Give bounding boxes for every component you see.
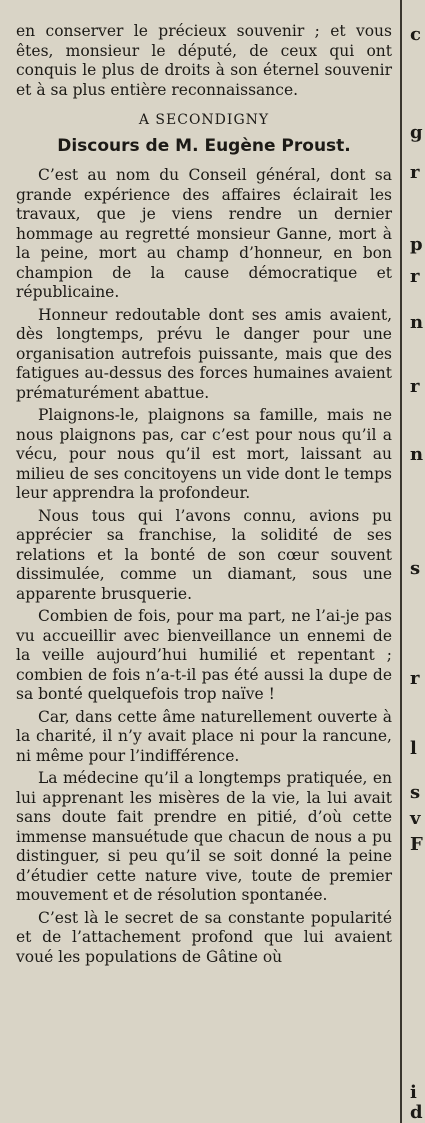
article-paragraph: Honneur redoutable dont ses amis avaient, dès longtemps, prévu le danger pour une organisation autrefois puissante, mais que des fatigues au-dessus des forces humaines avaient prématurément abattue. [16, 305, 392, 402]
article-paragraph: Combien de fois, pour ma part, ne l’ai-je pas vu accueillir avec bienveillance un ennemi de la veille aujourd’hui humilié et repentant ; combien de fois n’a-t-il pas été aussi la dupe de sa bonté quelquefois trop naïve ! [16, 607, 392, 703]
edge-letter: p [410, 234, 423, 255]
adjacent-column-fragment [402, 0, 425, 1123]
article-paragraph: C’est là le secret de sa constante popularité et de l’attachement profond que lui avaient voué les populations de Gâtine où [16, 908, 392, 966]
article-paragraph: Car, dans cette âme naturellement ouverte à la charité, il n’y avait place ni pour la rancune, ni même pour l’indifférence. [16, 707, 392, 765]
article-paragraph: La médecine qu’il a longtemps pratiquée, en lui apprenant les misères de la vie, la lui avait sans doute fait prendre en pitié, d’où cette immense mansuétude que chacun de nous a pu distinguer, si peu qu’il se soit donné la peine d’étudier cette nature vive, toute de premier mouvement et de résolution spontanée. [16, 769, 392, 904]
edge-letter: n [410, 444, 424, 465]
edge-letter: r [410, 266, 420, 287]
edge-letter: l [410, 738, 417, 759]
article-dateline: A SECONDIGNY [138, 112, 270, 128]
article-paragraph: C’est au nom du Conseil général, dont sa grande expérience des affaires éclairait les travaux, que je viens rendre un dernier hommage au regretté monsieur Ganne, mort à la peine, mort au champ d’honneur, en bon champion de la cause démocratique et républicaine. [16, 166, 392, 301]
edge-letter: g [410, 122, 423, 143]
edge-letter: i [410, 1082, 417, 1103]
edge-letter: r [410, 668, 420, 689]
article-opening-text: en conserver le précieux souvenir ; et vous êtes, monsieur le député, de ceux qui ont conquis le plus de droits à son éternel souvenir et à sa plus entière reconnaissance. [16, 22, 392, 99]
article-paragraph: Nous tous qui l’avons connu, avions pu apprécier sa franchise, la solidité de ses relations et la bonté de son cœur souvent dissimulée, comme un diamant, sous une apparente brusquerie. [16, 506, 392, 603]
edge-letter: F [410, 834, 423, 855]
edge-letter: r [410, 162, 420, 183]
edge-letter: s [410, 558, 421, 579]
edge-letter: n [410, 312, 424, 333]
edge-letter: v [410, 808, 421, 829]
article-paragraph: Plaignons-le, plaignons sa famille, mais ne nous plaignons pas, car c’est pour nous qu’il a vécu, pour nous qu’il est mort, laissant au milieu de ses concitoyens un vide dont le temps leur apprendra la profondeur. [16, 406, 392, 502]
edge-letter: c [410, 24, 421, 45]
edge-letter: r [410, 376, 420, 397]
article-headline: Discours de M. Eugène Proust. [57, 136, 351, 156]
edge-letter: s [410, 782, 421, 803]
edge-letter: d [410, 1102, 423, 1123]
